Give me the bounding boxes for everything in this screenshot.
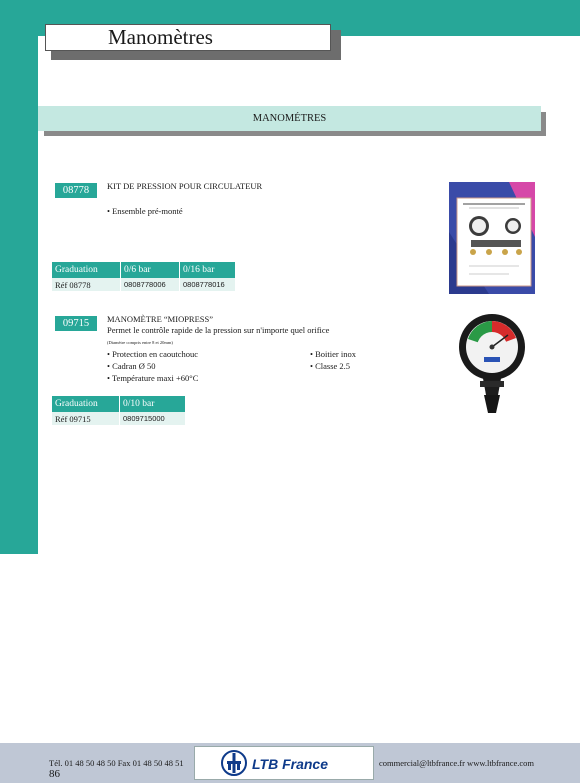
table-cell: Réf 09715 bbox=[52, 412, 120, 425]
logo-text: LTB France bbox=[252, 756, 328, 772]
product-feature: • Boitier inox bbox=[310, 349, 356, 359]
product-feature: • Classe 2.5 bbox=[310, 361, 351, 371]
table-cell: Réf 08778 bbox=[52, 278, 121, 291]
table-header-row bbox=[52, 396, 185, 412]
table-row bbox=[52, 278, 235, 291]
table-header-row bbox=[52, 262, 235, 278]
product-code-09715: 09715 bbox=[55, 316, 97, 331]
spec-table-09715 bbox=[52, 396, 185, 425]
left-band bbox=[0, 0, 38, 554]
footer-phone: Tél. 01 48 50 48 50 Fax 01 48 50 48 51 bbox=[49, 758, 184, 768]
product-description: Permet le contrôle rapide de la pression sur n'importe quel orifice bbox=[107, 325, 330, 335]
pressure-kit-image bbox=[449, 182, 535, 294]
ltb-logo-icon bbox=[220, 749, 248, 777]
product-feature: • Cadran Ø 50 bbox=[107, 361, 156, 371]
table-header: 0/16 bar bbox=[180, 262, 236, 278]
table-header: Graduation bbox=[52, 396, 120, 412]
product-note: (Diamètre compris entre 8 et 20mm) bbox=[107, 340, 173, 345]
product-code-08778: 08778 bbox=[55, 183, 97, 198]
table-cell: 0808778016 bbox=[180, 278, 236, 291]
page-number: 86 bbox=[49, 768, 60, 780]
table-cell: 0809715000 bbox=[120, 412, 186, 425]
product-feature: • Température maxi +60°C bbox=[107, 373, 199, 383]
product-title-kit: KIT DE PRESSION POUR CIRCULATEUR bbox=[107, 181, 263, 191]
footer-contact: commercial@ltbfrance.fr www.ltbfrance.com bbox=[379, 758, 535, 768]
product-feature: • Ensemble pré-monté bbox=[107, 206, 183, 216]
product-title-miopress: MANOMÈTRE “MIOPRESS” bbox=[107, 314, 214, 324]
table-row bbox=[52, 412, 185, 425]
section-banner: MANOMÉTRES bbox=[38, 106, 541, 131]
page-title: Manomètres bbox=[45, 24, 331, 51]
table-cell: 0808778006 bbox=[121, 278, 180, 291]
product-feature: • Protection en caoutchouc bbox=[107, 349, 199, 359]
table-header: 0/10 bar bbox=[120, 396, 186, 412]
table-header: 0/6 bar bbox=[121, 262, 180, 278]
spec-table-08778 bbox=[52, 262, 235, 291]
table-header: Graduation bbox=[52, 262, 121, 278]
pressure-gauge-image bbox=[458, 313, 526, 417]
